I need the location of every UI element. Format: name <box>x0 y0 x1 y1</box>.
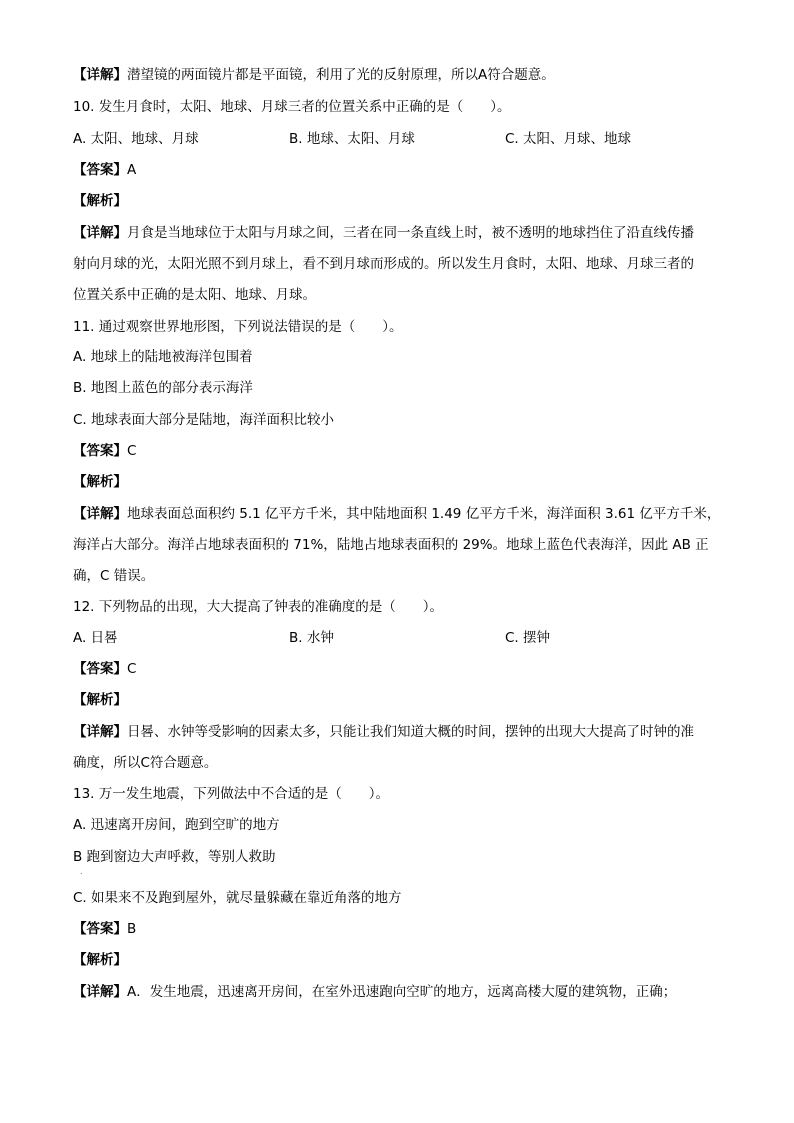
detail-tag: 【详解】 <box>73 506 127 522</box>
analysis-line-q10 <box>73 192 723 210</box>
detail-tag: 【详解】 <box>73 67 127 83</box>
detail-line-q9 <box>73 66 723 84</box>
detail-continuation: 位置关系中正确的是太阳、地球、月球。 <box>73 287 316 303</box>
question-13-option-a: A. 迅速离开房间，跑到空旷的地方 <box>73 817 280 833</box>
question-11-option-c: C. 地球表面大部分是陆地，海洋面积比较小 <box>73 412 335 428</box>
detail-continuation: 确，C 错误。 <box>73 568 155 584</box>
detail-tag: 【详解】 <box>73 724 127 740</box>
option-b: B. 地球、太阳、月球 <box>289 131 415 147</box>
question-13-option-b: B 跑到窗边大声呼救，等别人救助 <box>73 849 276 865</box>
option-a: A. 日晷 <box>73 630 118 646</box>
detail-continuation: 确度，所以C符合题意。 <box>73 755 218 771</box>
answer-value: C <box>127 661 137 677</box>
option-b: B. 水钟 <box>289 630 334 646</box>
detail-continuation: 海洋占大部分。海洋占地球表面积的 71%，陆地占地球表面积的 29%。地球上蓝色代表海洋，因此 AB 正 <box>73 537 709 553</box>
answer-tag: 【答案】 <box>73 661 127 677</box>
detail-text: 月食是当地球位于太阳与月球之间，三者在同一条直线上时，被不透明的地球挡住了沿直线传播 <box>127 225 694 241</box>
answer-line-q10 <box>73 161 723 179</box>
answer-value: A <box>127 162 137 178</box>
answer-value: C <box>127 443 137 459</box>
answer-line-q13 <box>73 920 723 938</box>
analysis-line-q13 <box>73 951 723 969</box>
option-c: C. 太阳、月球、地球 <box>505 131 632 147</box>
answer-line-q12 <box>73 660 723 678</box>
question-13-stem: 13. 万一发生地震，下列做法中不合适的是（ ）。 <box>73 786 390 802</box>
option-c: C. 摆钟 <box>505 630 551 646</box>
detail-tag: 【详解】 <box>73 225 127 241</box>
analysis-tag: 【解析】 <box>73 692 127 708</box>
question-10-options <box>73 130 723 148</box>
analysis-line-q12 <box>73 691 723 709</box>
answer-tag: 【答案】 <box>73 921 127 937</box>
detail-line-q11 <box>73 505 723 523</box>
question-11-stem: 11. 通过观察世界地形图，下列说法错误的是（ ）。 <box>73 319 403 335</box>
analysis-line-q11 <box>73 473 723 491</box>
option-a: A. 太阳、地球、月球 <box>73 131 199 147</box>
detail-text: A．发生地震，迅速离开房间，在室外迅速跑向空旷的地方，远离高楼大厦的建筑物，正确； <box>127 984 677 1000</box>
analysis-tag: 【解析】 <box>73 193 127 209</box>
question-13-option-c: C. 如果来不及跑到屋外，就尽量躲藏在靠近角落的地方 <box>73 890 402 906</box>
detail-tag: 【详解】 <box>73 984 127 1000</box>
detail-line-q12 <box>73 723 723 741</box>
detail-text: 日晷、水钟等受影响的因素太多，只能让我们知道大概的时间，摆钟的出现大大提高了时钟的准 <box>127 724 694 740</box>
question-11-option-b: B. 地图上蓝色的部分表示海洋 <box>73 380 253 396</box>
detail-continuation: 射向月球的光，太阳光照不到月球上，看不到月球而形成的。所以发生月食时，太阳、地球、月球三者的 <box>73 256 694 272</box>
detail-line-q10 <box>73 224 723 242</box>
stray-mark: . <box>80 867 83 876</box>
detail-text: 地球表面总面积约 5.1 亿平方千米，其中陆地面积 1.49 亿平方千米，海洋面积 3.61 亿平方千米， <box>127 506 721 522</box>
answer-tag: 【答案】 <box>73 162 127 178</box>
question-12-stem: 12. 下列物品的出现，大大提高了钟表的准确度的是（ ）。 <box>73 599 444 615</box>
question-12-options <box>73 629 723 647</box>
detail-text: 潜望镜的两面镜片都是平面镜，利用了光的反射原理，所以A符合题意。 <box>127 67 555 83</box>
analysis-tag: 【解析】 <box>73 952 127 968</box>
answer-tag: 【答案】 <box>73 443 127 459</box>
detail-line-q13 <box>73 983 723 1001</box>
question-10-stem: 10. 发生月食时，太阳、地球、月球三者的位置关系中正确的是（ ）。 <box>73 99 511 115</box>
answer-value: B <box>127 921 137 937</box>
question-11-option-a: A. 地球上的陆地被海洋包围着 <box>73 349 253 365</box>
answer-line-q11 <box>73 442 723 460</box>
analysis-tag: 【解析】 <box>73 474 127 490</box>
